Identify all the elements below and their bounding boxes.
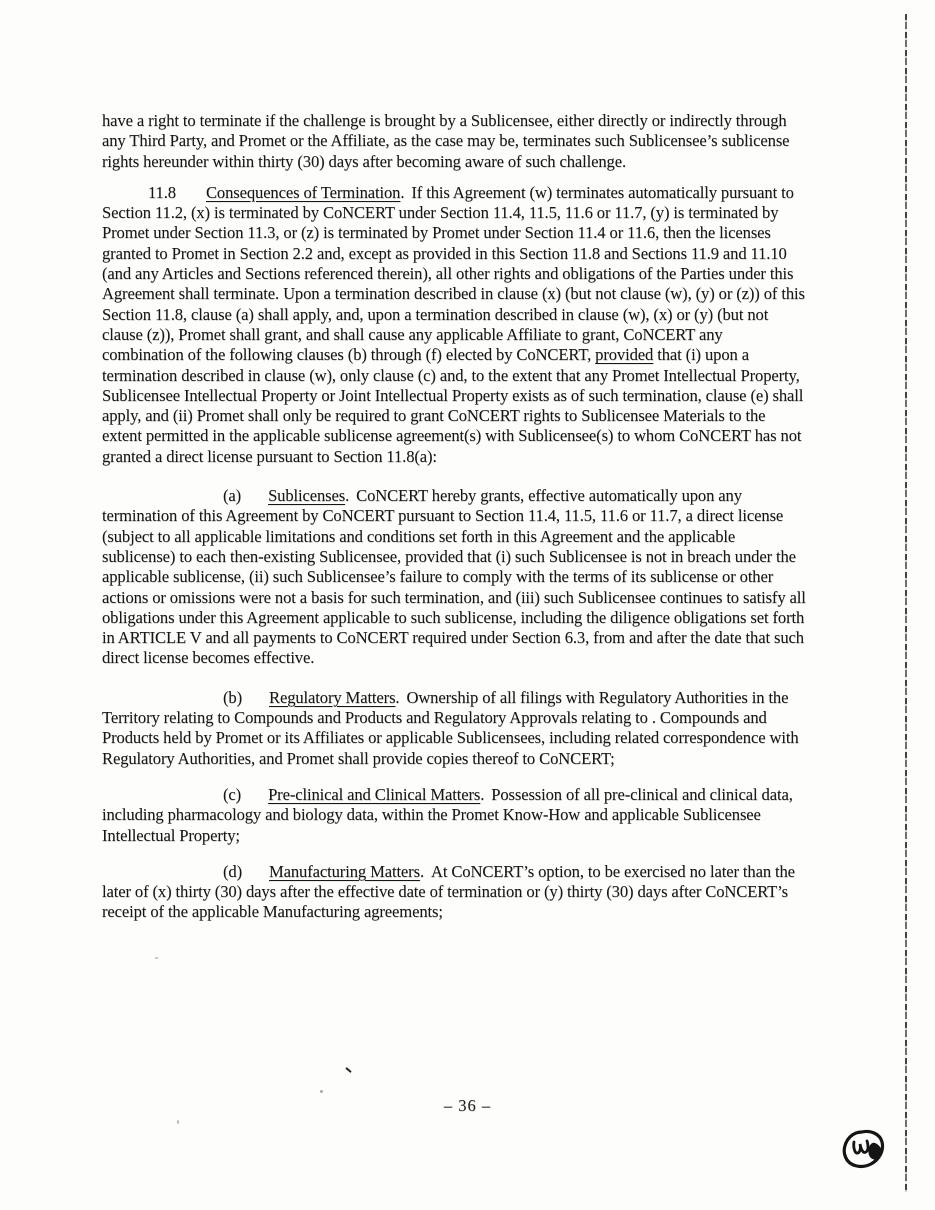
subsection-body: Possession of all pre-clinical and clinical data, including pharmacology and biology data, within the Promet Know-How and applicable Sublicensee Intellectual Property; bbox=[102, 784, 793, 845]
heading-period: . bbox=[419, 861, 424, 881]
heading-period: . bbox=[345, 486, 350, 506]
ink-speck bbox=[155, 957, 158, 959]
subsection-b-regulatory-matters bbox=[102, 688, 806, 769]
ink-speck bbox=[320, 1090, 323, 1093]
right-edge-scan-line-artifact bbox=[905, 14, 907, 1192]
subsection-heading: Sublicenses bbox=[268, 486, 346, 506]
subsection-letter: (c) bbox=[223, 784, 242, 804]
page-number: – 36 – bbox=[443, 1096, 492, 1115]
ink-speck bbox=[177, 1120, 179, 1124]
subsection-d-manufacturing-matters bbox=[102, 862, 806, 923]
subsection-letter: (b) bbox=[223, 687, 242, 707]
heading-period: . bbox=[400, 182, 405, 202]
subsection-body: Ownership of all filings with Regulatory Authorities in the Territory relating to Compounds and Products and Regulatory Approvals relating to . Compounds and Products held by Promet or its Affiliates or applicable Sublicensees, including related correspondence with Regulatory Authorities, and Promet shall provide copies thereof to CoNCERT; bbox=[102, 687, 799, 768]
subsection-letter: (a) bbox=[223, 486, 242, 506]
subsection-heading: Regulatory Matters bbox=[269, 687, 396, 707]
section-11-8 bbox=[102, 183, 806, 467]
subsection-body: At CoNCERT’s option, to be exercised no later than the later of (x) thirty (30) days after the effective date of termination or (y) thirty (30) days after CoNCERT’s receipt of the applicable Manufacturing agreements; bbox=[102, 861, 795, 922]
subsection-c-preclinical-clinical-matters bbox=[102, 785, 806, 846]
subsection-a-sublicenses bbox=[102, 486, 806, 669]
paragraph-continuation: have a right to terminate if the challenge is brought by a Sublicensee, either directly or indirectly through any Third Party, and Promet or the Affiliate, as the case may be, terminates such Sublicensee’s sublicense rights hereunder within thirty (30) days after becoming aware of such challenge. bbox=[102, 111, 790, 171]
section-body-continued: that (i) upon a termination described in clause (w), only clause (c) and, to the extent that any Promet Intellectual Property, Sublicensee Intellectual Property or Joint Intellectual Property exists as of such termination, clause (e) shall apply, and (ii) Promet shall only be required to grant CoNCERT rights to Sublicensee Materials to the extent permitted in the applicable sublicense agreement(s) with Sublicensee(s) to whom CoNCERT has not granted a direct license pursuant to Section 11.8(a): bbox=[102, 345, 804, 466]
heading-period: . bbox=[395, 687, 400, 707]
section-heading: Consequences of Termination bbox=[205, 182, 401, 202]
heading-period: . bbox=[480, 784, 485, 804]
underlined-word-provided: provided bbox=[595, 345, 654, 365]
subsection-body: CoNCERT hereby grants, effective automatically upon any termination of this Agreement by CoNCERT pursuant to Section 11.4, 11.5, 11.6 or 11.7, a direct license (subject to all applicable limitations and conditions set forth in this Agreement and the applicable sublicense) to each then-existing Sublicensee, provided that (i) such Sublicensee is not in breach under the applicable sublicense, (ii) such Sublicensee’s failure to comply with the terms of its sublicense or other actions or omissions were not a basis for such termination, and (iii) such Sublicensee continues to satisfy all obligations under this Agreement applicable to such sublicense, including the diligence obligations set forth in ARTICLE V and all payments to CoNCERT required under Section 6.3, from and after the date that such direct license becomes effective. bbox=[102, 486, 806, 668]
subsection-letter: (d) bbox=[223, 861, 242, 881]
handwritten-scribble-mark-icon bbox=[839, 1129, 887, 1171]
subsection-heading: Manufacturing Matters bbox=[269, 861, 420, 881]
section-number: 11.8 bbox=[148, 182, 176, 202]
contract-text-block bbox=[102, 111, 806, 923]
section-body: If this Agreement (w) terminates automatically pursuant to Section 11.2, (x) is terminated by CoNCERT under Section 11.4, 11.5, 11.6 or 11.7, (y) is terminated by Promet under Section 11.3, or (z) is terminated by Promet under Section 11.4 or 11.6, then the licenses granted to Promet in Section 2.2 and, except as provided in this Section 11.8 and Sections 11.9 and 11.10 (and any Articles and Sections referenced therein), all other rights and obligations of the Parties under this Agreement shall terminate. Upon a termination described in clause (x) (but not clause (w), (y) or (z)) of this Section 11.8, clause (a) shall apply, and, upon a termination described in clause (w), (x) or (y) (but not clause (z)), Promet shall grant, and shall cause any applicable Affiliate to grant, CoNCERT any combination of the following clauses (b) through (f) elected by CoNCERT, bbox=[102, 182, 805, 365]
subsection-heading: Pre-clinical and Clinical Matters bbox=[268, 784, 481, 804]
ink-speck bbox=[345, 1067, 352, 1073]
